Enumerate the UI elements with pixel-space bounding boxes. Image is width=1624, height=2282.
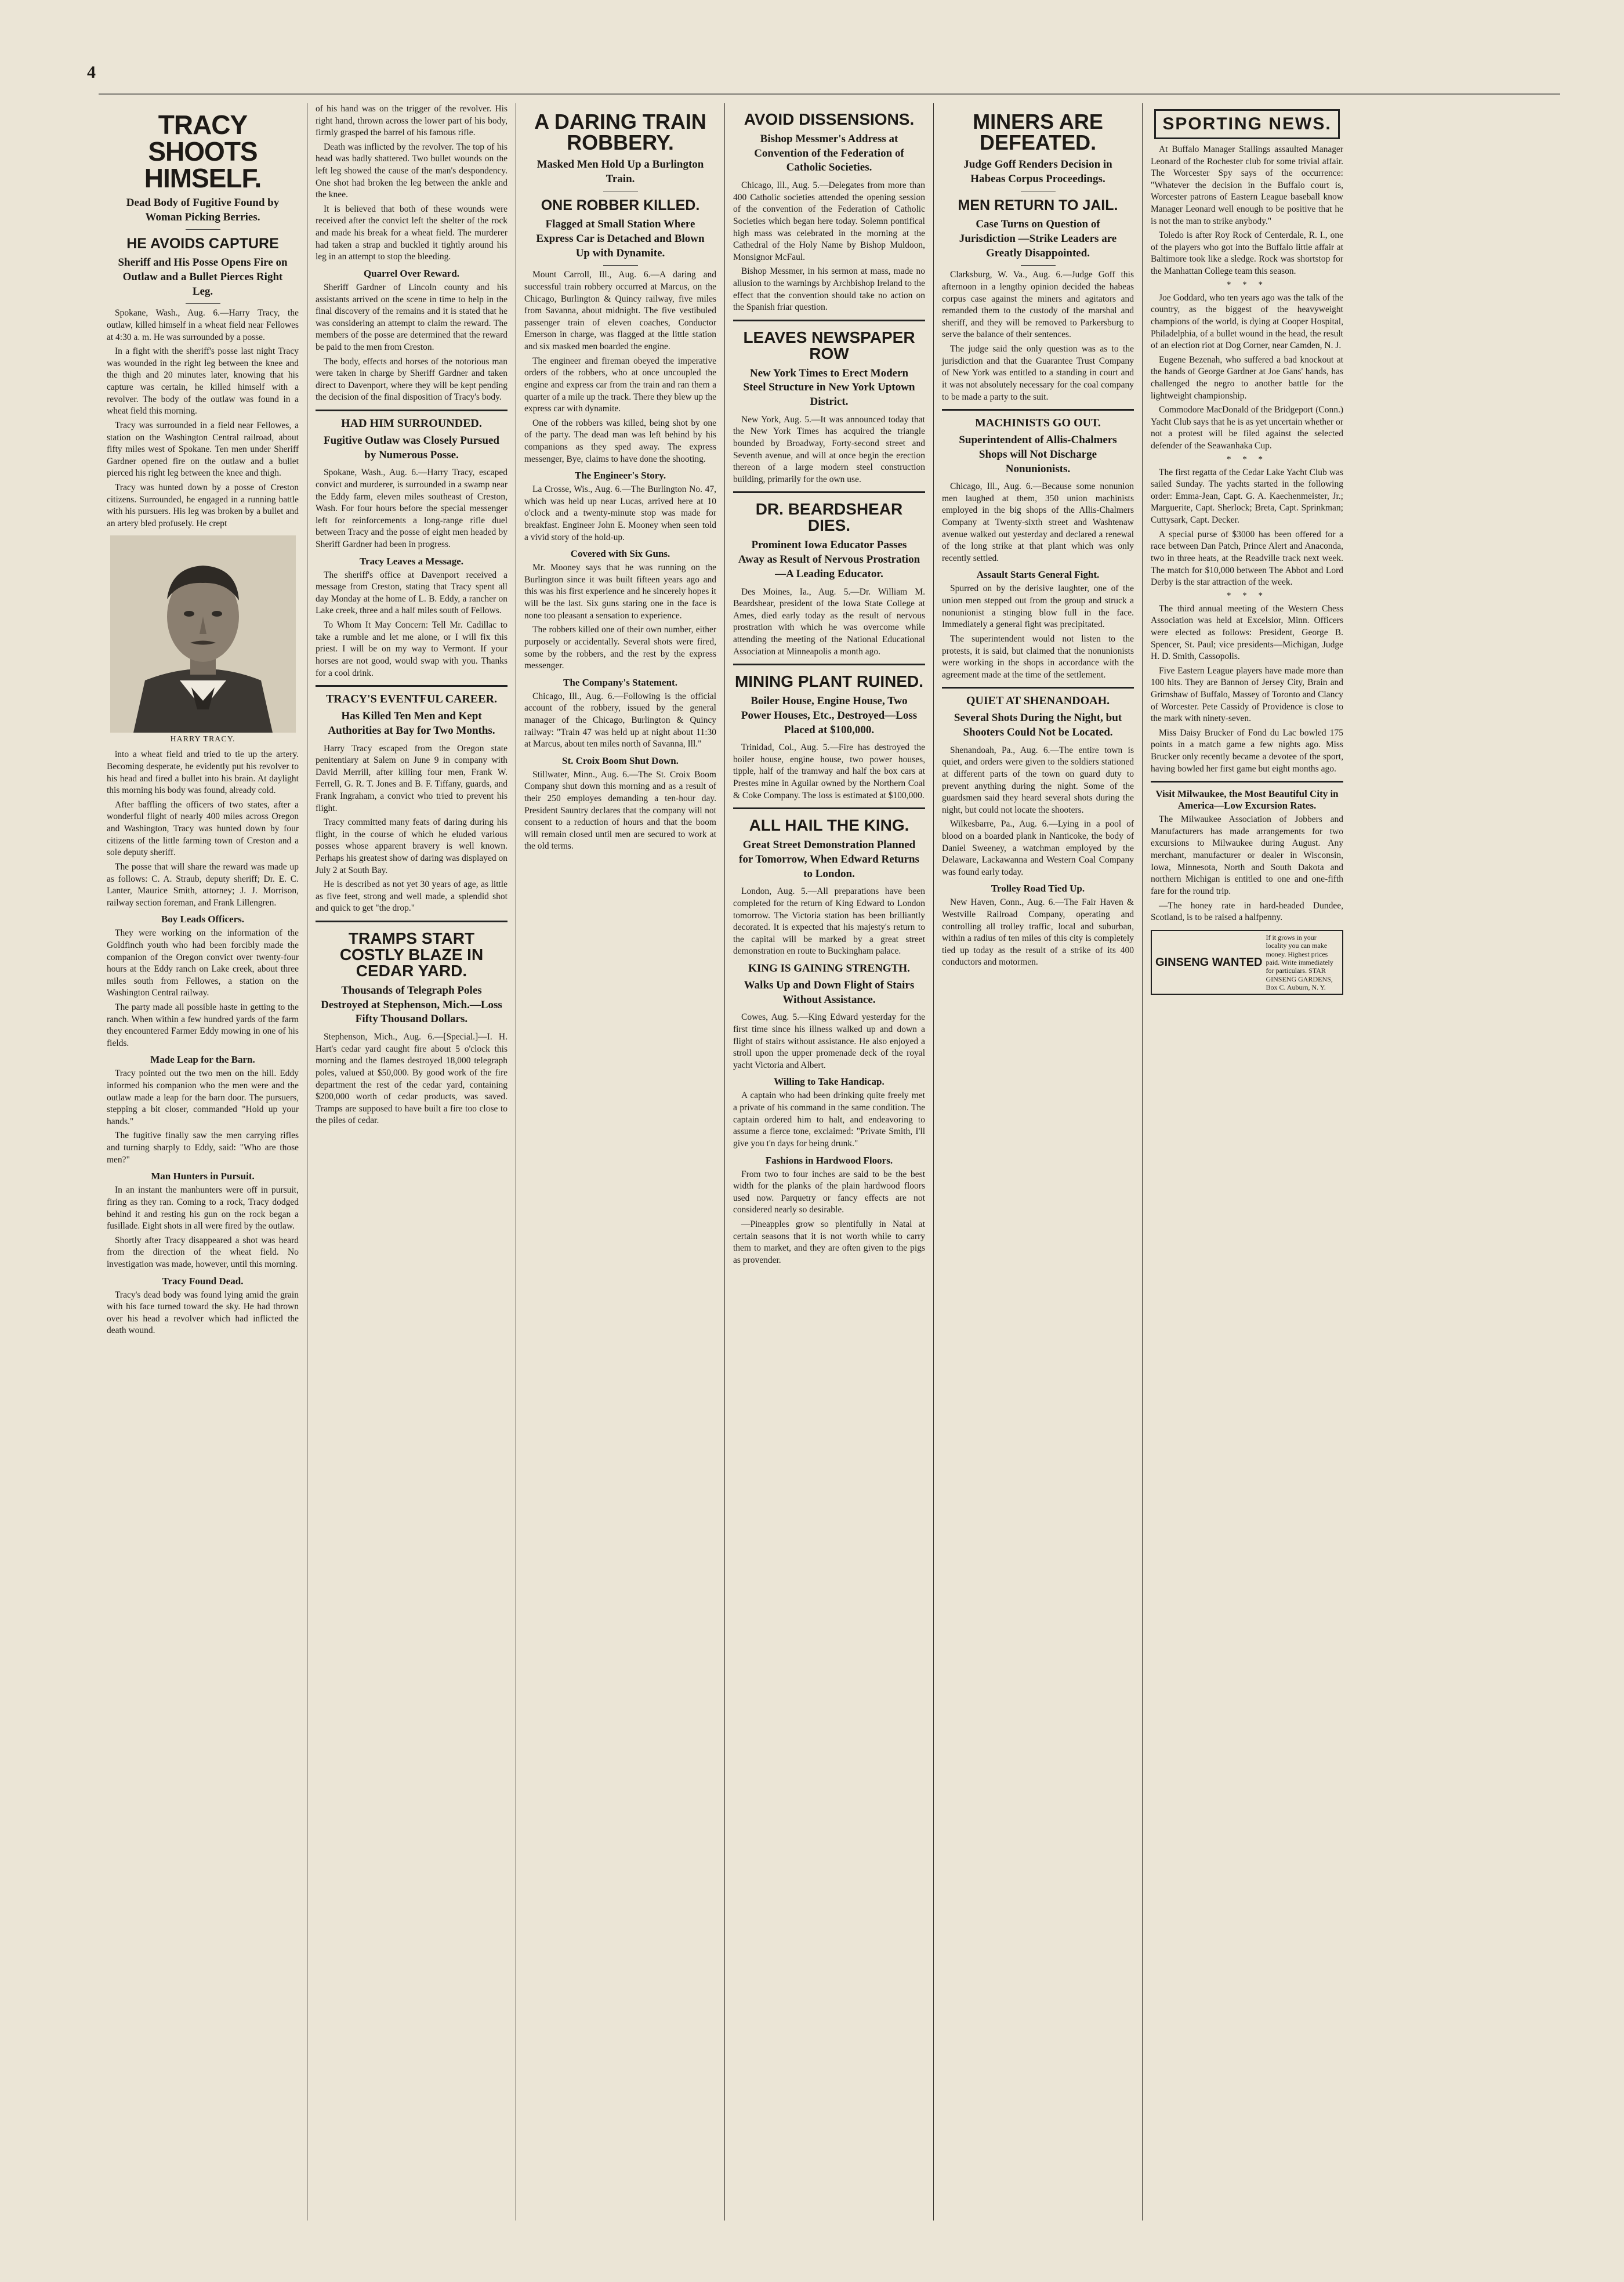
deck: Bishop Messmer's Address at Convention of the Federation of Catholic Societies. bbox=[754, 133, 904, 174]
paragraph: Tracy's dead body was found lying amid the grain with his face turned toward the sky. He had thrown over his head a revolver which had inflicted the death wound. bbox=[107, 1289, 299, 1336]
article-rule bbox=[733, 807, 925, 809]
deck: Boiler House, Engine House, Two Power Houses, Etc., Destroyed—Loss Placed at $100,000. bbox=[741, 695, 918, 736]
paragraph: Eugene Bezenah, who suffered a bad knockout at the hands of George Gardner at Joe Gans' hands, has challenged the negro to another battle for the lightweight championship. bbox=[1151, 354, 1343, 401]
paragraph: The first regatta of the Cedar Lake Yacht Club was sailed Sunday. The yachts started in the following order: Emma-Jean, Capt. G. A. Kaechenmeister, Jr.; Marguerite, Capt. Sherlock; Breta, Capt. Sprinkman; Cuttysark, Capt. Decker. bbox=[1151, 467, 1343, 526]
sporting-news-title: SPORTING NEWS. bbox=[1162, 114, 1332, 133]
deck: New York Times to Erect Modern Steel Structure in New York Uptown District. bbox=[743, 367, 915, 408]
paragraph: Wilkesbarre, Pa., Aug. 6.—Lying in a pool of blood on a boarded plank in Nanticoke, the body of Daniel Sweeney, a watchman employed by the Delaware, Lackawanna and Western Coal Company was found early today. bbox=[942, 819, 1134, 877]
paragraph: He is described as not yet 30 years of age, as little as five feet, strong and well made, a splendid shot and quick to get "the drop." bbox=[316, 879, 507, 914]
stars-divider: * * * bbox=[1227, 591, 1267, 600]
ad-title: GINSENG WANTED bbox=[1155, 955, 1263, 969]
headline: TRAMPS START COSTLY BLAZE IN CEDAR YARD. bbox=[339, 929, 484, 980]
column-6 bbox=[1143, 103, 1351, 2221]
paragraph: Joe Goddard, who ten years ago was the talk of the country, as the biggest of the heavyweight champions of the world, is dying at Cooper Hospital, Philadelphia, of a bullet wound in the head, the result of an election riot at Dog Corner, near Camden, N. J. bbox=[1151, 292, 1343, 351]
column-4 bbox=[725, 103, 934, 2221]
article-rule bbox=[316, 410, 507, 411]
paragraph: into a wheat field and tried to tie up the artery. Becoming desperate, he evidently put his revolver to his head and fired a bullet into his brain. At daylight this morning his body was found, already cold. bbox=[107, 749, 299, 796]
paragraph: Shortly after Tracy disappeared a shot was heard from the direction of the wheat field. No investigation was made, however, until this morning. bbox=[107, 1235, 299, 1269]
deck: Dead Body of Fugitive Found by Woman Picking Berries. bbox=[126, 197, 280, 223]
paragraph: Cowes, Aug. 5.—King Edward yesterday for the first time since his illness walked up and down a flight of stairs without assistance. He also enjoyed a stroll upon the upper promenade deck of the royal yacht Victoria and Albert. bbox=[733, 1012, 925, 1070]
deck: Judge Goff Renders Decision in Habeas Corpus Proceedings. bbox=[963, 158, 1112, 185]
paragraph: Stillwater, Minn., Aug. 6.—The St. Croix Boom Company shut down this morning and as a result of their 250 employes demanding a ten-hour day. President Sauntry declares that the company will not consent to a reduction of hours and that the boom will remain closed until men are secured to work at the old terms. bbox=[524, 769, 716, 852]
portrait-image bbox=[110, 535, 296, 733]
portrait-drawing bbox=[110, 535, 296, 733]
column-3 bbox=[516, 103, 725, 2221]
column-5 bbox=[934, 103, 1143, 2221]
paragraph: Chicago, Ill., Aug. 6.—Following is the official account of the robbery, issued by the general manager of the Chicago, Burlington & Quincy railway: "Train 47 was held up at night about 11:30 at Marcus, about ten miles north of Savanna, Ill." bbox=[524, 691, 716, 749]
paragraph: The fugitive finally saw the men carrying rifles and turning sharply to Eddy, said: "Who are those men?" bbox=[107, 1131, 299, 1165]
top-rule bbox=[99, 93, 1560, 95]
headline: AVOID DISSENSIONS. bbox=[744, 110, 915, 128]
article-rule bbox=[942, 687, 1134, 689]
subhead: TRACY'S EVENTFUL CAREER. bbox=[325, 693, 498, 706]
paragraph: At Buffalo Manager Stallings assaulted Manager Leonard of the Rochester club for some trivial affair. The Worcester Spy says of the occurrence: "Whatever the decision in the Buffalo court is, Worcester patrons of Eastern League baseball know Manager Leonard well enough to be positive that he is not the man to strike anybody." bbox=[1151, 144, 1343, 226]
paragraph: Five Eastern League players have made more than 100 hits. They are Bannon of Jersey City, Brain and Grimshaw of Buffalo, Massey of Toronto and Clancy of Worcester. Pete Cassidy of Providence is close to the mark with ninety-seven. bbox=[1151, 665, 1343, 724]
deck: Great Street Demonstration Planned for Tomorrow, When Edward Returns to London. bbox=[739, 839, 919, 880]
subhead: MACHINISTS GO OUT. bbox=[975, 416, 1101, 430]
deck: Has Killed Ten Men and Kept Authorities at Bay for Two Months. bbox=[328, 710, 495, 737]
paragraph: The superintendent would not listen to the protests, it is said, but claimed that the nonunionists were working in the shops in accordance with the agreement made at the time of the settlement. bbox=[942, 633, 1134, 680]
paragraph: Tracy committed many feats of daring during his flight, in the course of which he eluded various posses whose apparent bravery is well known. Perhaps his greatest show of daring was displayed on July 2 at South Bay. bbox=[316, 817, 507, 875]
headline: MINING PLANT RUINED. bbox=[734, 672, 924, 691]
subhead: Fashions in Hardwood Floors. bbox=[765, 1154, 893, 1166]
paragraph: Tracy was surrounded in a field near Fellowes, a station on the Washington Central railroad, about fifty miles west of Spokane. Ten men under Sheriff Gardner opened fire on the outlaw and a bullet pierced his right leg between the knee and thigh. bbox=[107, 420, 299, 479]
paragraph: Chicago, Ill., Aug. 5.—Delegates from more than 400 Catholic societies attended the opening session of the convention of the Federation of Catholic Societies which began here today. Solemn pontifical high mass was celebrated in the morning at the Cathedral of the Holy Name by Bishop Muldoon, Monsignor McFaul. bbox=[733, 180, 925, 262]
headline: ALL HAIL THE KING. bbox=[749, 816, 909, 835]
subhead: Man Hunters in Pursuit. bbox=[151, 1171, 255, 1182]
subheadline: MEN RETURN TO JAIL. bbox=[958, 197, 1118, 214]
subhead: The Engineer's Story. bbox=[574, 470, 666, 481]
subhead: QUIET AT SHENANDOAH. bbox=[966, 694, 1110, 708]
paragraph: Spokane, Wash., Aug. 6.—Harry Tracy, escaped convict and murderer, is surrounded in a swamp near the Eddy farm, eleven miles southeast of Creston, Wash. For four hours before the special messenger left for reinforcements a long-range rifle duel between Tracy and the posse of eight men headed by Sheriff Gardner had been in progress. bbox=[316, 468, 507, 550]
paragraph: The sheriff's office at Davenport received a message from Creston, stating that Tracy spent all day Monday at the home of L. B. Eddy, a rancher on Lake creek, three and a half miles south of Fellows. bbox=[316, 570, 507, 616]
article-rule bbox=[733, 320, 925, 321]
paragraph: Miss Daisy Brucker of Fond du Lac bowled 175 points in a match game a few nights ago. Miss Brucker only recently became a devotee of the sport, having bowled her first game but eight months ago. bbox=[1151, 727, 1343, 774]
paragraph: Harry Tracy escaped from the Oregon state penitentiary at Salem on June 9 in company with David Merrill, after killing four men, Frank W. Ferrell, G. R. T. Jones and B. F. Tiffany, guards, and Frank Ingraham, a convict who tried to prevent his flight. bbox=[316, 743, 507, 813]
subhead: Quarrel Over Reward. bbox=[363, 267, 460, 279]
paragraph: In a fight with the sheriff's posse last night Tracy was wounded in the right leg between the knee and the thigh and 20 minutes later, knowing that his capture was certain, he killed himself with a revolver. The body of the outlaw was found in a wheat field this morning. bbox=[107, 346, 299, 416]
paragraph: A special purse of $3000 has been offered for a race between Dan Patch, Prince Alert and Anaconda, two in three heats, at the Readville track next week. The match for $10,000 between The Abbot and Lord Derby is the star attraction of the week. bbox=[1151, 529, 1343, 588]
separator bbox=[186, 229, 220, 230]
paragraph: In an instant the manhunters were off in pursuit, firing as they ran. Coming to a rock, Tracy dodged behind it and resting his gun on the rock began a fusillade. Eight shots in all were fired by the outlaw. bbox=[107, 1185, 299, 1231]
subhead: St. Croix Boom Shut Down. bbox=[562, 755, 679, 766]
subhead: Boy Leads Officers. bbox=[161, 914, 245, 925]
paragraph: Spokane, Wash., Aug. 6.—Harry Tracy, the outlaw, killed himself in a wheat field near Fellowes at 4:30 a. m. He was surrounded by a posse. bbox=[107, 308, 299, 342]
paragraph: Spurred on by the derisive laughter, one of the union men stepped out from the group and struck a nonunionist a stinging blow full in the face. Immediately a general fight was precipitated. bbox=[942, 584, 1134, 630]
subdeck: Sheriff and His Posse Opens Fire on Outlaw and a Bullet Pierces Right Leg. bbox=[118, 256, 288, 298]
column-1 bbox=[99, 103, 307, 2221]
paragraph: Clarksburg, W. Va., Aug. 6.—Judge Goff this afternoon in a lengthy opinion decided the habeas corpus case against the miners and agitators and remanded them to the custody of the marshal and sheriff, and they will be removed to Parkersburg to serve the balance of their sentences. bbox=[942, 270, 1134, 340]
paragraph: New Haven, Conn., Aug. 6.—The Fair Haven & Westville Railroad Company, operating and controlling all trolley traffic, local and suburban, within a radius of ten miles of this city is completely tied up today as the result of a strike of its 400 conductors and motormen. bbox=[942, 897, 1134, 968]
deck: Walks Up and Down Flight of Stairs Without Assistance. bbox=[744, 979, 915, 1006]
subhead: KING IS GAINING STRENGTH. bbox=[748, 962, 910, 975]
stars-divider: * * * bbox=[1227, 280, 1267, 289]
headline: LEAVES NEWSPAPER ROW bbox=[743, 328, 915, 363]
subhead: HAD HIM SURROUNDED. bbox=[341, 417, 482, 430]
article-rule bbox=[1151, 781, 1343, 783]
sporting-news-banner bbox=[1154, 109, 1340, 139]
paragraph: Shenandoah, Pa., Aug. 6.—The entire town is quiet, and orders were given to the soldiers stationed at different parts of the town on guard duty to prevent anything during the night. Some of the guardsmen said they heard several shots during the night, but could not locate the shooters. bbox=[942, 745, 1134, 815]
headline: DR. BEARDSHEAR DIES. bbox=[755, 500, 903, 535]
paragraph: It is believed that both of these wounds were received after the convict left the shelter of the rock and made his break for a wheat field. The murderer had taken a strap and buckled it tightly around his leg in an attempt to stop the bleeding. bbox=[316, 204, 507, 262]
paragraph: Des Moines, Ia., Aug. 5.—Dr. William M. Beardshear, president of the Iowa State College at Ames, died early today as the result of nervous prostration with which he was overcome while attending the meeting of the National Educational Association at Minneapolis a month ago. bbox=[733, 586, 925, 657]
subhead: Willing to Take Handicap. bbox=[774, 1076, 884, 1088]
paragraph: The Milwaukee Association of Jobbers and Manufacturers has made arrangements for two excursions to Milwaukee during August. Any merchant, manufacturer or dealer in Wisconsin, Iowa, Minnesota, North and South Dakota and northern Michigan is entitled to one and one-fifth fare for the round trip. bbox=[1151, 814, 1343, 896]
paragraph: They were working on the information of the Goldfinch youth who had been forcibly made the companion of the Oregon convict over twenty-four hours at the Eddy ranch on Lake creek, about three miles south from Fellowes, a station on the Washington Central railway. bbox=[107, 928, 299, 998]
article-rule bbox=[316, 685, 507, 687]
deck: Masked Men Hold Up a Burlington Train. bbox=[536, 158, 704, 185]
separator bbox=[186, 303, 220, 304]
paragraph: New York, Aug. 5.—It was announced today that the New York Times has acquired the triangle bounded by Broadway, Forty-second street and Seventh avenue, and will at once begin the erection thereon of a large modern steel construction building, primarily for the own use. bbox=[733, 414, 925, 484]
column-2 bbox=[307, 103, 516, 2221]
paragraph: —Pineapples grow so plentifully in Natal at certain seasons that it is not worth while to carry them to market, and they are often given to the pigs as provender. bbox=[733, 1219, 925, 1265]
separator bbox=[603, 265, 638, 266]
paragraph: The body, effects and horses of the notorious man were taken in charge by Sheriff Gardner and taken direct to Davenport, where they will be kept pending the decision of the final disposition of Tracy's body. bbox=[316, 356, 507, 403]
ginseng-ad bbox=[1151, 930, 1343, 995]
paragraph: The party made all possible haste in getting to the ranch. When within a few hundred yards of the farm they encountered Farmer Eddy mowing in one of his fields. bbox=[107, 1002, 299, 1048]
ad-text: If it grows in your locality you can make money. Highest prices paid. Write immediately for particulars. STAR GINSENG GARDENS, Box C. Auburn, N. Y. bbox=[1266, 933, 1333, 992]
subhead: Made Leap for the Barn. bbox=[150, 1054, 255, 1066]
paragraph: After baffling the officers of two states, after a wonderful flight of nearly 400 miles across Oregon and Washington, Tracy was hunted down by four citizens of the little farming town of Creston and a sole deputy sheriff. bbox=[107, 799, 299, 858]
subheadline: ONE ROBBER KILLED. bbox=[541, 197, 700, 214]
paragraph: The robbers killed one of their own number, either purposely or accidentally. Several shots were fired, some by the robbers, and the rest by the express messenger. bbox=[524, 625, 716, 671]
subheadline: HE AVOIDS CAPTURE bbox=[126, 236, 279, 252]
paragraph: —The honey rate in hard-headed Dundee, Scotland, is to be raised a halfpenny. bbox=[1151, 900, 1343, 923]
paragraph: of his hand was on the trigger of the revolver. His right hand, thrown across the lower part of his body, firmly grasped the barrel of his famous rifle. bbox=[316, 104, 507, 138]
subhead: Tracy Found Dead. bbox=[162, 1275, 244, 1287]
article-rule bbox=[942, 409, 1134, 411]
paragraph: London, Aug. 5.—All preparations have been completed for the return of King Edward to London tomorrow. The Victoria station has been brilliantly decorated. It is expected that his majesty's return to the capital will be marked by a great street demonstration en route to Buckingham palace. bbox=[733, 886, 925, 957]
page-number: 4 bbox=[87, 63, 96, 82]
paragraph: Sheriff Gardner of Lincoln county and his assistants arrived on the scene in time to help in the final discovery of the remains and it is stated that he was considering an attempt to claim the reward. The members of the posse are determined that the reward be paid to the men from Creston. bbox=[316, 282, 507, 352]
subhead: The Company's Statement. bbox=[563, 676, 677, 688]
paragraph: A captain who had been drinking quite freely met a private of his command in the same condition. The captain ordered him to halt, and endeavoring to assume a fierce tone, exclaimed: "Private Smith, I'll give you t'n days for being drunk." bbox=[733, 1091, 925, 1149]
paragraph: From two to four inches are said to be the best width for the planks of the plain hardwood floors used now. Parquetry or fancy effects are not considered nearly so desirable. bbox=[733, 1169, 925, 1215]
paragraph: Death was inflicted by the revolver. The top of his head was badly shattered. Two bullet wounds on the left leg showed the cause of the man's despondency. One shot had broken the leg between the ankle and the knee. bbox=[316, 142, 507, 200]
paragraph: Stephenson, Mich., Aug. 6.—[Special.]—I. H. Hart's cedar yard caught fire about 5 o'clock this morning and the flames destroyed 18,000 telegraph poles, valued at $50,000. By good work of the fire department the rest of the cedar yard, containing $200,000 worth of cedar products, was saved. Tramps are supposed to have built a fire too close to the piles of cedar. bbox=[316, 1032, 507, 1126]
deck: Prominent Iowa Educator Passes Away as Result of Nervous Prostration —A Leading Educator. bbox=[738, 539, 920, 580]
paragraph: Toledo is after Roy Rock of Centerdale, R. I., one of the players who got into the Buffalo little affair at Baltimore took like a sledge. Rock was shortstop for the Manhattan College team this season. bbox=[1151, 230, 1343, 277]
paragraph: Mr. Mooney says that he was running on the Burlington since it was built fifteen years ago and this was his first experience and he sincerely hopes it will be the last. Six guns staring one in the face is none too pleasant a sensation to experience. bbox=[524, 563, 716, 621]
paragraph: La Crosse, Wis., Aug. 6.—The Burlington No. 47, which was held up near Lucas, arrived here at 10 o'clock and a twenty-minute stop was made for breakfast. Engineer John E. Mooney when seen told a vivid story of the hold-up. bbox=[524, 484, 716, 542]
subdeck: Flagged at Small Station Where Express Car is Detached and Blown Up with Dynamite. bbox=[536, 218, 705, 259]
paragraph: To Whom It May Concern: Tell Mr. Cadillac to take a rumble and let me alone, or I will fix this priest. I will be on my way to Vermont. If your horses are not good, would swap with you. Thanks for a cool drink. bbox=[316, 620, 507, 678]
subhead: Tracy Leaves a Message. bbox=[359, 555, 464, 567]
headline: MINERS ARE DEFEATED. bbox=[973, 110, 1103, 154]
headline: TRACY SHOOTS HIMSELF. bbox=[144, 110, 262, 193]
article-rule bbox=[316, 921, 507, 922]
subdeck: Case Turns on Question of Jurisdiction —Strike Leaders are Greatly Disappointed. bbox=[959, 218, 1117, 259]
paragraph: Bishop Messmer, in his sermon at mass, made no allusion to the warnings by Archbishop Ireland to the effect that the convention should take no action on the Spanish friar question. bbox=[733, 266, 925, 313]
deck: Fugitive Outlaw was Closely Pursued by Numerous Posse. bbox=[324, 434, 499, 461]
article-rule bbox=[733, 491, 925, 493]
paragraph: Trinidad, Col., Aug. 5.—Fire has destroyed the boiler house, engine house, two power houses, tipple, half of the tramway and half the box cars at Prestes mine in Aguilar owned by the Northern Coal & Coke Company. The loss is estimated at $100,000. bbox=[733, 742, 925, 800]
paragraph: Chicago, Ill., Aug. 6.—Because some nonunion men laughed at them, 350 union machinists employed in the big shops of the Allis-Chalmers Company at Twenty-sixth street and Washtenaw avenue walked out yesterday and declared a renewal of the long strike at that plant which was only recently settled. bbox=[942, 481, 1134, 563]
paragraph: Tracy pointed out the two men on the hill. Eddy informed his companion who the men were and the outlaw made a leap for the barn door. The pursuers, stepping a bit closer, commanded "Hold up your hands." bbox=[107, 1068, 299, 1126]
article-rule bbox=[733, 664, 925, 665]
separator bbox=[1021, 265, 1056, 266]
paragraph: The judge said the only question was as to the jurisdiction and that the Guarantee Trust Company of New York was entitled to a standing in court and it was not absolutely necessary for the coal company to be made a party to the suit. bbox=[942, 344, 1134, 402]
deck: Superintendent of Allis-Chalmers Shops will Not Discharge Nonunionists. bbox=[959, 434, 1117, 475]
portrait-caption: HARRY TRACY. bbox=[170, 735, 235, 744]
subhead: Visit Milwaukee, the Most Beautiful City in America—Low Excursion Rates. bbox=[1155, 788, 1339, 812]
deck: Several Shots During the Night, but Shooters Could Not be Located. bbox=[954, 712, 1122, 739]
subhead: Assault Starts General Fight. bbox=[976, 569, 1100, 581]
paragraph: The posse that will share the reward was made up as follows: C. A. Straub, deputy sheriff; Dr. E. C. Lanter, Maurice Smith, attorney; J. J. Morrison, railway section foreman, and Frank Lillengren. bbox=[107, 861, 299, 908]
paragraph: Commodore MacDonald of the Bridgeport (Conn.) Yacht Club says that he is as yet uncertain whether or not a protest will be filed against the selected defender of the Seawanhaka Cup. bbox=[1151, 405, 1343, 451]
paragraph: Tracy was hunted down by a posse of Creston citizens. Surrounded, he engaged in a running battle with his pursuers. His leg was broken by a bullet and an artery bled profusely. He crept bbox=[107, 482, 299, 528]
deck: Thousands of Telegraph Poles Destroyed at Stephenson, Mich.—Loss Fifty Thousand Dollars. bbox=[321, 984, 502, 1026]
subhead: Covered with Six Guns. bbox=[570, 548, 670, 560]
paragraph: The third annual meeting of the Western Chess Association was held at Excelsior, Minn. Officers were elected as follows: President, George B. Spencer, St. Paul; vice presidents—Michigan, Judge H. D. Smith, Cassopolis. bbox=[1151, 603, 1343, 662]
stars-divider: * * * bbox=[1227, 454, 1267, 464]
paragraph: Mount Carroll, Ill., Aug. 6.—A daring and successful train robbery occurred at Marcus, on the Chicago, Burlington & Quincy railway, five miles from Savanna, about midnight. The five vestibuled passenger train of eleven coaches, Conductor Emerson in charge, was flagged at the little station and six masked men boarded the engine. bbox=[524, 270, 716, 352]
paragraph: The engineer and fireman obeyed the imperative orders of the robbers, who at once uncoupled the engine and express car from the train and ran them a quarter of a mile up the track. There they blew up the express car with dynamite. bbox=[524, 356, 716, 414]
columns bbox=[99, 103, 1560, 2221]
headline: A DARING TRAIN ROBBERY. bbox=[534, 110, 706, 154]
paragraph: One of the robbers was killed, being shot by one of the party. The dead man was left behind by his companions as they sped away. The express messenger, Bye, claims to have done the shooting. bbox=[524, 418, 716, 464]
subhead: Trolley Road Tied Up. bbox=[991, 883, 1085, 894]
